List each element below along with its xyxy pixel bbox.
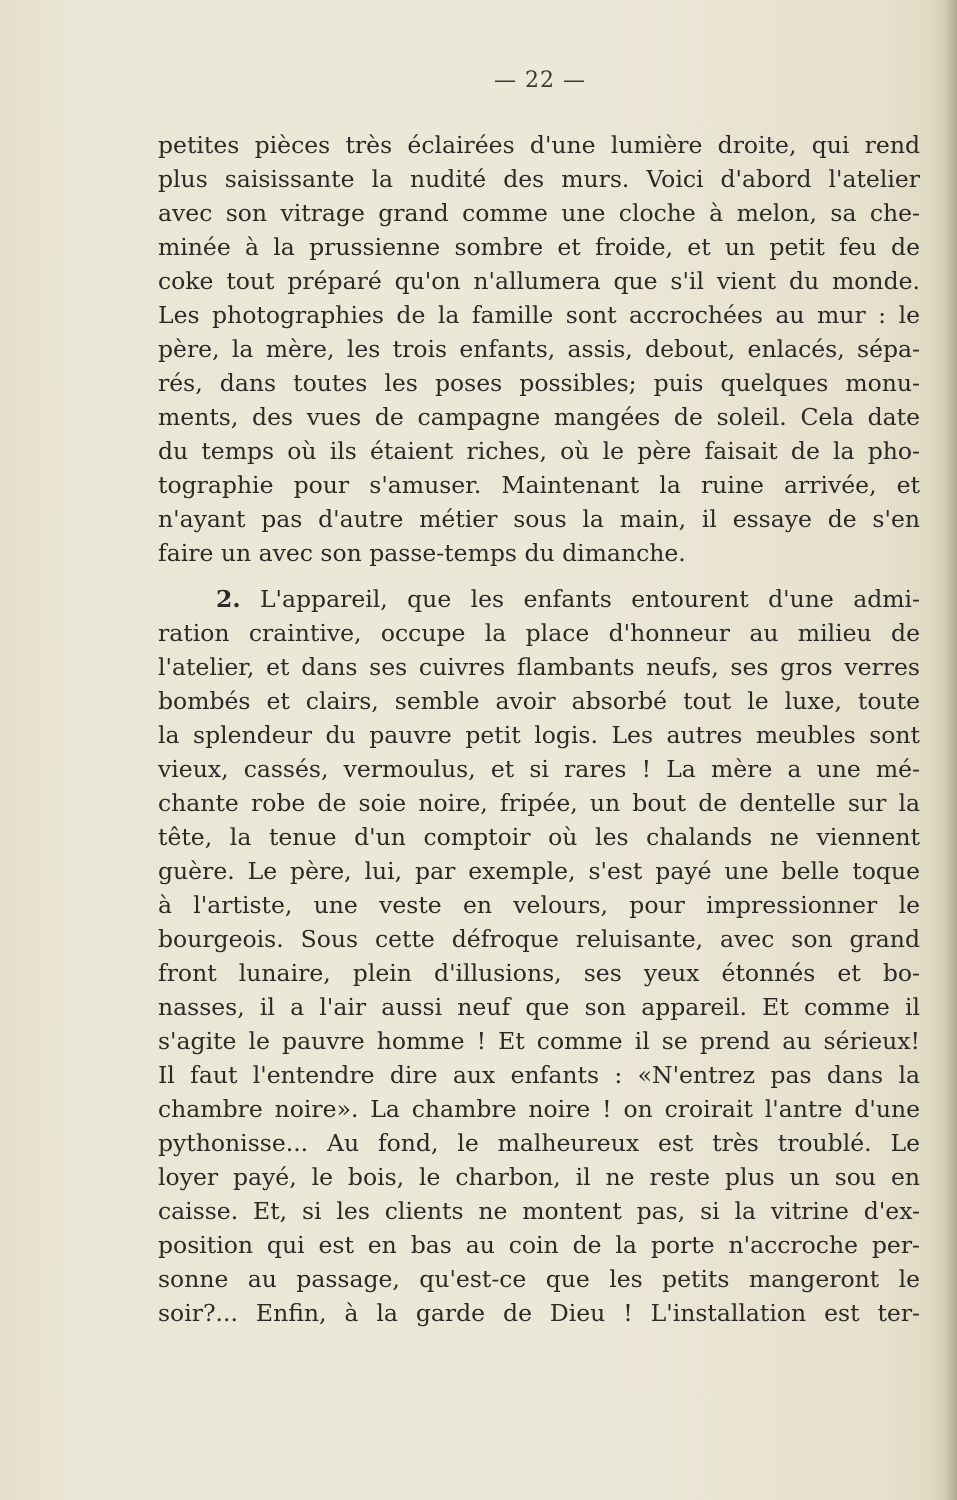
text-line: Les photographies de la famille sont accrochées au mur : le	[158, 301, 920, 329]
text-line: caisse. Et, si les clients ne montent pas, si la vitrine d'ex-	[158, 1197, 920, 1225]
text-line: du temps où ils étaient riches, où le père faisait de la pho-	[158, 437, 920, 465]
text-line: bourgeois. Sous cette défroque reluisante, avec son grand	[158, 925, 920, 953]
text-line: petites pièces très éclairées d'une lumière droite, qui rend	[158, 131, 920, 159]
text-line: n'ayant pas d'autre métier sous la main, il essaye de s'en	[158, 505, 920, 533]
text-line: s'agite le pauvre homme ! Et comme il se prend au sérieux!	[158, 1027, 920, 1055]
text-line	[158, 582, 920, 616]
text-line: loyer payé, le bois, le charbon, il ne reste plus un sou en	[158, 1163, 920, 1191]
text-line: tographie pour s'amuser. Maintenant la ruine arrivée, et	[158, 471, 920, 499]
text-line: soir?... Enfin, à la garde de Dieu ! L'installation est ter-	[158, 1299, 920, 1327]
text-line: avec son vitrage grand comme une cloche à melon, sa che-	[158, 199, 920, 227]
text-line: guère. Le père, lui, par exemple, s'est payé une belle toque	[158, 857, 920, 885]
text-line: chante robe de soie noire, fripée, un bout de dentelle sur la	[158, 789, 920, 817]
text-line: front lunaire, plein d'illusions, ses yeux étonnés et bo-	[158, 959, 920, 987]
text-line-content: L'appareil, que les enfants entourent d'une admi-	[259, 585, 920, 613]
paragraph-1	[158, 128, 920, 570]
text-line: pythonisse... Au fond, le malheureux est très troublé. Le	[158, 1129, 920, 1157]
text-line: plus saisissante la nudité des murs. Voici d'abord l'atelier	[158, 165, 920, 193]
text-line: vieux, cassés, vermoulus, et si rares ! La mère a une mé-	[158, 755, 920, 783]
text-line: coke tout préparé qu'on n'allumera que s'il vient du monde.	[158, 267, 920, 295]
text-line: Il faut l'entendre dire aux enfants : «N'entrez pas dans la	[158, 1061, 920, 1089]
paragraph-number: 2.	[216, 585, 241, 613]
text-line: à l'artiste, une veste en velours, pour impressionner le	[158, 891, 920, 919]
text-line: rés, dans toutes les poses possibles; puis quelques monu-	[158, 369, 920, 397]
text-line: l'atelier, et dans ses cuivres flambants neufs, ses gros verres	[158, 653, 920, 681]
text-line: sonne au passage, qu'est-ce que les petits mangeront le	[158, 1265, 920, 1293]
page-number: — 22 —	[494, 68, 586, 93]
paragraph-2	[158, 582, 920, 1330]
text-line: faire un avec son passe-temps du dimanche.	[158, 539, 686, 567]
text-line: chambre noire». La chambre noire ! on croirait l'antre d'une	[158, 1095, 920, 1123]
text-line: tête, la tenue d'un comptoir où les chalands ne viennent	[158, 823, 920, 851]
page-body	[158, 128, 920, 1330]
text-line: position qui est en bas au coin de la porte n'accroche per-	[158, 1231, 920, 1259]
text-line: bombés et clairs, semble avoir absorbé tout le luxe, toute	[158, 687, 920, 715]
text-line: minée à la prussienne sombre et froide, et un petit feu de	[158, 233, 920, 261]
text-line: ration craintive, occupe la place d'honneur au milieu de	[158, 619, 920, 647]
text-line: la splendeur du pauvre petit logis. Les autres meubles sont	[158, 721, 920, 749]
text-line: nasses, il a l'air aussi neuf que son appareil. Et comme il	[158, 993, 920, 1021]
page-edge-shadow	[931, 0, 957, 1500]
text-line: ments, des vues de campagne mangées de soleil. Cela date	[158, 403, 920, 431]
text-line: père, la mère, les trois enfants, assis, debout, enlacés, sépa-	[158, 335, 920, 363]
